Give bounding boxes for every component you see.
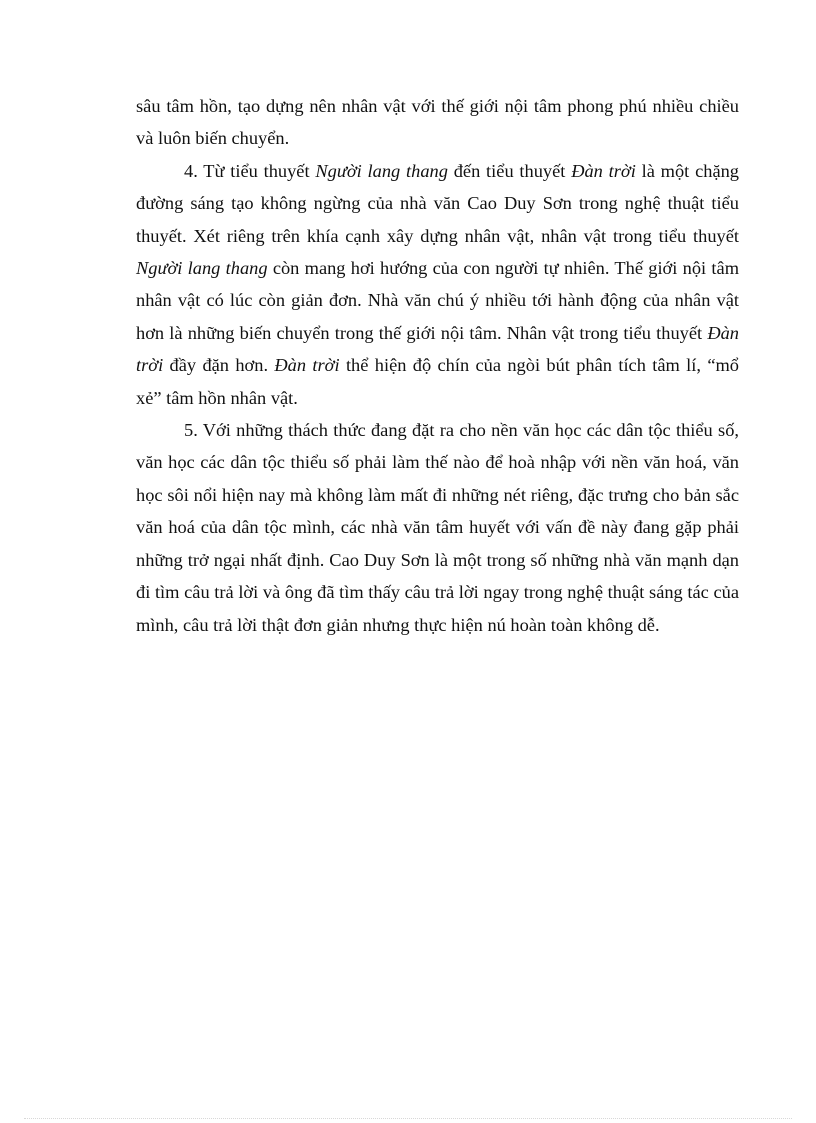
text-run: thể hiện độ chín của ngòi bút phân tích tâm lí, “mổ xẻ” tâm hồn nhân vật. [136,355,739,408]
text-run: 5. Với những thách thức đang đặt ra cho nền văn học các dân tộc thiểu số, văn học các dân tộc thiểu số phải làm thế nào để hoà nhập với nền văn hoá, văn học sôi nổi hiện nay mà không làm mất đi những nét riêng, đặc trưng cho bản sắc văn hoá của dân tộc mình, các nhà văn tâm huyết với vấn đề này đang gặp phải những trở ngại nhất định. Cao Duy Sơn là một trong số những nhà văn mạnh dạn đi tìm câu trả lời và ông đã tìm thấy câu trả lời ngay trong nghệ thuật sáng tác của mình, câu trả lời thật đơn giản nhưng thực hiện nú hoàn toàn không dễ. [136,420,739,635]
text-run: đến tiểu thuyết [447,160,572,181]
text-run: sâu tâm hồn, tạo dựng nên nhân vật với thế giới nội tâm phong phú nhiều chiều và luôn biến chuyển. [136,96,739,149]
text-run: còn mang hơi hướng của con người tự nhiên. Thế giới nội tâm nhân vật có lúc còn giản đơn. Nhà văn chú ý nhiều tới hành động của nhân vật hơn là những biến chuyển trong thế giới nội tâm. Nhân vật trong tiểu thuyết [136,258,740,343]
text-run: đầy đặn hơn. [163,355,275,376]
book-title-dan-troi: Đàn trời [274,355,340,376]
paragraph-continuation [136,90,739,155]
body-text [136,90,739,641]
book-title-nguoi-lang-thang: Người lang thang [315,160,448,181]
paragraph-point-4 [136,155,739,414]
book-title-nguoi-lang-thang: Người lang thang [136,258,268,279]
book-title-dan-troi: Đàn trời [136,322,739,376]
paragraph-point-5 [136,414,739,641]
book-title-dan-troi: Đàn trời [571,160,636,181]
page-bottom-divider [24,1118,792,1119]
text-run: là một chặng đường sáng tạo không ngừng của nhà văn Cao Duy Sơn trong nghệ thuật tiểu thuyết. Xét riêng trên khía cạnh xây dựng nhân vật, nhân vật trong tiểu thuyết [136,160,739,246]
text-run: 4. Từ tiểu thuyết [184,160,316,181]
